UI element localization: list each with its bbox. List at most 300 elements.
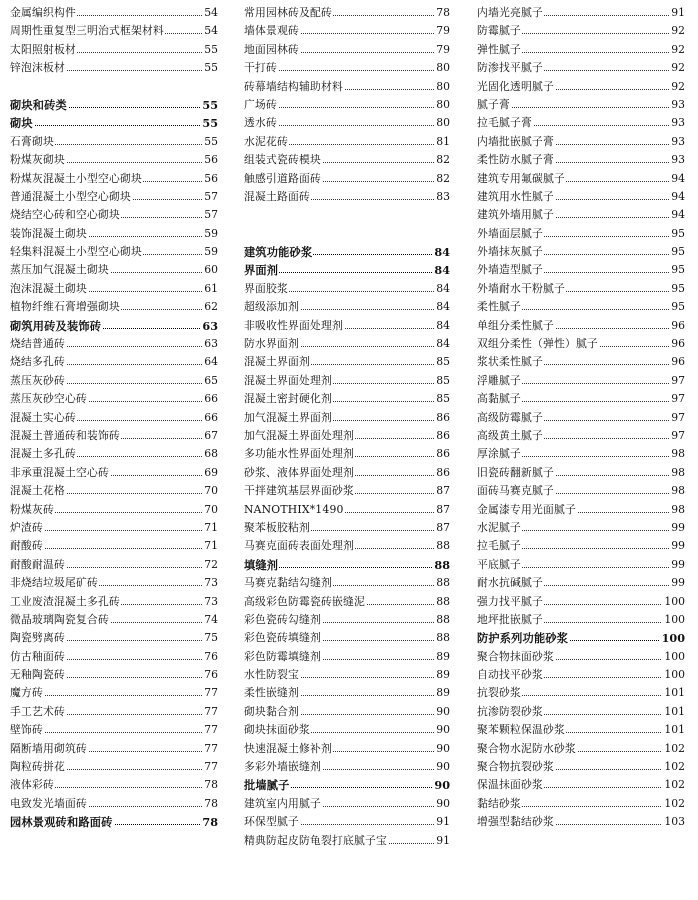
toc-entry[interactable] (477, 464, 685, 482)
toc-entry-title: 组装式瓷砖模块 (244, 153, 321, 167)
toc-entry[interactable] (10, 335, 218, 353)
toc-page-number: 89 (434, 684, 450, 702)
toc-entry[interactable] (477, 225, 685, 243)
toc-entry-title: 保温抹面砂浆 (477, 778, 543, 792)
toc-page-number: 98 (669, 482, 685, 500)
toc-entry[interactable] (244, 4, 450, 22)
toc-entry[interactable] (10, 409, 218, 427)
toc-page-number: 94 (669, 188, 685, 206)
toc-entry-title: 干打砖 (244, 61, 277, 75)
toc-entry[interactable] (244, 133, 450, 151)
toc-entry[interactable] (477, 593, 685, 611)
toc-page-number: 55 (200, 96, 218, 114)
toc-page-number: 64 (202, 353, 218, 371)
toc-column-2 (244, 4, 450, 850)
toc-entry[interactable] (244, 648, 450, 666)
toc-page-number: 98 (669, 445, 685, 463)
toc-entry-title: 聚合物水泥防水砂浆 (477, 741, 576, 755)
toc-entry-title: 粉煤灰混凝土小型空心砌块 (10, 171, 142, 185)
toc-page-number: 73 (202, 574, 218, 592)
toc-entry[interactable] (10, 243, 218, 261)
toc-entry-title: 耐水抗碱腻子 (477, 576, 543, 590)
toc-page-number: 86 (434, 409, 450, 427)
toc-entry[interactable] (477, 519, 685, 537)
toc-entry[interactable] (10, 537, 218, 555)
toc-entry[interactable] (244, 721, 450, 739)
toc-entry[interactable] (10, 445, 218, 463)
toc-entry[interactable] (244, 666, 450, 684)
toc-entry-title: 陶瓷劈离砖 (10, 631, 65, 645)
toc-entry[interactable] (10, 372, 218, 390)
toc-entry[interactable] (244, 353, 450, 371)
toc-page-number: 56 (202, 170, 218, 188)
toc-entry[interactable] (477, 445, 685, 463)
toc-entry[interactable] (10, 188, 218, 206)
toc-entry[interactable] (10, 225, 218, 243)
toc-entry-title: 太阳照射板材 (10, 42, 76, 56)
toc-entry[interactable] (10, 648, 218, 666)
toc-page-number: 88 (434, 629, 450, 647)
toc-page-number: 84 (432, 261, 450, 279)
toc-entry[interactable] (477, 96, 685, 114)
toc-entry[interactable] (10, 703, 218, 721)
toc-spacer (10, 78, 218, 96)
toc-entry[interactable] (244, 832, 450, 850)
toc-entry[interactable] (10, 41, 218, 59)
toc-entry[interactable] (244, 427, 450, 445)
toc-page-number: 76 (202, 666, 218, 684)
toc-entry[interactable] (244, 372, 450, 390)
toc-entry-title: 混凝土路面砖 (244, 189, 310, 203)
toc-entry[interactable] (477, 684, 685, 702)
toc-entry[interactable] (244, 170, 450, 188)
toc-entry[interactable] (477, 537, 685, 555)
toc-page-number: 88 (434, 611, 450, 629)
toc-page-number: 80 (434, 114, 450, 132)
toc-page-number: 101 (662, 721, 685, 739)
toc-page-number: 84 (434, 335, 450, 353)
toc-entry-title: 内墙光亮腻子 (477, 6, 543, 19)
toc-page-number: 74 (202, 611, 218, 629)
toc-entry-title: 单组分柔性腻子 (477, 318, 554, 332)
toc-entry[interactable] (244, 574, 450, 592)
toc-page-number: 100 (662, 611, 685, 629)
toc-entry-title: 抗裂砂浆 (477, 686, 521, 700)
toc-entry[interactable] (477, 280, 685, 298)
toc-page-number: 60 (202, 261, 218, 279)
toc-page-number: 100 (662, 666, 685, 684)
toc-entry-title: 平底腻子 (477, 557, 521, 571)
toc-page-number: 97 (669, 372, 685, 390)
toc-entry[interactable] (477, 795, 685, 813)
toc-page-number: 80 (434, 78, 450, 96)
toc-entry-title: 彩色防霉填缝剂 (244, 649, 321, 663)
toc-entry-title: 砌筑用砖及装饰砖 (10, 318, 102, 333)
toc-entry-title: 蒸压灰砂砖 (10, 373, 65, 387)
toc-entry-title: 拉毛腻子 (477, 539, 521, 553)
toc-section-heading[interactable] (477, 629, 685, 647)
toc-entry[interactable] (244, 188, 450, 206)
toc-column-3 (477, 4, 685, 832)
toc-entry[interactable] (10, 556, 218, 574)
toc-entry[interactable] (244, 482, 450, 500)
toc-entry[interactable] (244, 41, 450, 59)
toc-page-number: 85 (434, 353, 450, 371)
toc-entry[interactable] (10, 353, 218, 371)
toc-entry[interactable] (10, 59, 218, 77)
toc-entry[interactable] (477, 758, 685, 776)
toc-page-number: 96 (669, 353, 685, 371)
toc-page-number: 54 (202, 4, 218, 22)
toc-page-number: 86 (434, 445, 450, 463)
toc-entry-title: 马赛克面砖表面处理剂 (244, 539, 354, 553)
toc-entry-title: 仿古釉面砖 (10, 649, 65, 663)
toc-entry-title: 高级黄土腻子 (477, 428, 543, 442)
toc-entry[interactable] (477, 427, 685, 445)
toc-entry-title: 粉煤灰砌块 (10, 153, 65, 167)
toc-page-number: 63 (202, 335, 218, 353)
toc-page-number: 95 (669, 298, 685, 316)
toc-entry-title: 墙体景观砖 (244, 24, 299, 38)
toc-entry[interactable] (477, 59, 685, 77)
toc-entry-title: 蒸压加气混凝土砌块 (10, 263, 109, 277)
toc-entry-title: 双组分柔性（弹性）腻子 (477, 337, 598, 351)
toc-entry[interactable] (10, 133, 218, 151)
toc-page-number: 72 (202, 556, 218, 574)
toc-page-number: 88 (434, 537, 450, 555)
toc-page-number: 63 (200, 317, 218, 335)
toc-page-number: 83 (434, 188, 450, 206)
toc-entry[interactable] (10, 721, 218, 739)
toc-entry[interactable] (244, 464, 450, 482)
toc-page-number: 55 (202, 133, 218, 151)
toc-entry[interactable] (244, 758, 450, 776)
toc-entry-title: 工业废渣混凝土多孔砖 (10, 594, 120, 608)
toc-entry-title: 烧结普通砖 (10, 337, 65, 351)
toc-section-heading[interactable] (10, 813, 218, 831)
toc-entry[interactable] (477, 372, 685, 390)
toc-entry-title: 砌块黏合剂 (244, 704, 299, 718)
toc-entry[interactable] (10, 758, 218, 776)
toc-entry[interactable] (477, 133, 685, 151)
toc-entry[interactable] (244, 59, 450, 77)
toc-entry[interactable] (477, 574, 685, 592)
toc-page-number: 89 (434, 648, 450, 666)
toc-page-number: 87 (434, 482, 450, 500)
toc-entry[interactable] (244, 445, 450, 463)
toc-page-number: 78 (202, 795, 218, 813)
toc-page-number: 82 (434, 170, 450, 188)
toc-entry-title: 浆状柔性腻子 (477, 355, 543, 369)
toc-entry[interactable] (244, 317, 450, 335)
toc-spacer (244, 225, 450, 243)
toc-entry-title: 彩色瓷砖填缝剂 (244, 631, 321, 645)
toc-entry[interactable] (244, 501, 450, 519)
toc-entry[interactable] (244, 537, 450, 555)
toc-column-1 (10, 4, 218, 832)
toc-entry-title: 加气混凝土界面处理剂 (244, 428, 354, 442)
toc-entry-title: 黏结砂浆 (477, 796, 521, 810)
toc-entry-title: 内墙批嵌腻子膏 (477, 134, 554, 148)
toc-entry[interactable] (477, 317, 685, 335)
toc-page-number: 100 (662, 593, 685, 611)
toc-entry[interactable] (244, 519, 450, 537)
toc-page-number: 90 (434, 740, 450, 758)
toc-page-number: 91 (669, 4, 685, 22)
toc-entry-title: 界面胶浆 (244, 281, 288, 295)
toc-page-number: 70 (202, 482, 218, 500)
toc-page-number: 61 (202, 280, 218, 298)
toc-entry[interactable] (477, 666, 685, 684)
toc-entry[interactable] (244, 740, 450, 758)
toc-page-number: 95 (669, 243, 685, 261)
toc-entry[interactable] (244, 409, 450, 427)
toc-entry-title: 植物纤维石膏增强砌块 (10, 300, 120, 314)
toc-entry-title: 聚苯板胶粘剂 (244, 520, 310, 534)
toc-entry[interactable] (10, 740, 218, 758)
toc-entry-title: 柔性嵌缝剂 (244, 686, 299, 700)
toc-section-heading[interactable] (10, 96, 218, 114)
toc-entry-title: 隔断墙用砌筑砖 (10, 741, 87, 755)
toc-entry[interactable] (10, 151, 218, 169)
toc-entry[interactable] (244, 280, 450, 298)
toc-page-number: 59 (202, 225, 218, 243)
toc-entry-title: 外墙面层腻子 (477, 226, 543, 240)
toc-entry[interactable] (10, 593, 218, 611)
toc-entry-title: 壁饰砖 (10, 723, 43, 737)
toc-entry[interactable] (244, 96, 450, 114)
toc-entry[interactable] (244, 629, 450, 647)
toc-entry-title: 锌泡沫板材 (10, 61, 65, 75)
toc-entry[interactable] (477, 114, 685, 132)
toc-entry-title: 混凝土普通砖和装饰砖 (10, 428, 120, 442)
toc-entry[interactable] (477, 188, 685, 206)
toc-page-number: 84 (432, 243, 450, 261)
toc-page-number: 56 (202, 151, 218, 169)
toc-entry-title: 建筑专用氟碳腻子 (477, 171, 565, 185)
toc-entry-title: 砌块和砖类 (10, 97, 67, 112)
toc-entry[interactable] (477, 298, 685, 316)
toc-entry-title: 高黏腻子 (477, 392, 521, 406)
toc-page-number: 90 (434, 758, 450, 776)
toc-page-number: 79 (434, 41, 450, 59)
toc-page-number: 82 (434, 151, 450, 169)
toc-entry[interactable] (10, 629, 218, 647)
toc-entry[interactable] (477, 353, 685, 371)
toc-page-number: 93 (669, 133, 685, 151)
toc-entry[interactable] (10, 611, 218, 629)
toc-entry-title: 聚苯颗粒保温砂浆 (477, 723, 565, 737)
toc-entry[interactable] (477, 4, 685, 22)
toc-entry[interactable] (477, 78, 685, 96)
toc-entry-title: 旧瓷砖翻新腻子 (477, 465, 554, 479)
toc-page-number: 86 (434, 427, 450, 445)
toc-entry-title: 厚涂腻子 (477, 447, 521, 461)
toc-entry[interactable] (477, 501, 685, 519)
toc-page-number: 92 (669, 22, 685, 40)
toc-entry[interactable] (10, 776, 218, 794)
toc-entry-title: 砌块 (10, 116, 33, 131)
toc-page-number: 101 (662, 684, 685, 702)
toc-entry[interactable] (477, 261, 685, 279)
toc-entry-title: 金属编织构件 (10, 6, 76, 19)
toc-entry-title: 外墙耐水干粉腻子 (477, 281, 565, 295)
toc-entry-title: 非承重混凝土空心砖 (10, 465, 109, 479)
toc-entry[interactable] (477, 776, 685, 794)
toc-entry[interactable] (10, 666, 218, 684)
toc-entry[interactable] (244, 114, 450, 132)
toc-entry[interactable] (10, 261, 218, 279)
toc-entry[interactable] (477, 740, 685, 758)
toc-entry-title: 液体彩砖 (10, 778, 54, 792)
toc-page-number: 88 (432, 556, 450, 574)
toc-entry-title: 石膏砌块 (10, 134, 54, 148)
toc-entry[interactable] (477, 813, 685, 831)
toc-entry-title: 地坪批嵌腻子 (477, 612, 543, 626)
toc-entry[interactable] (244, 298, 450, 316)
toc-page-number: 77 (202, 721, 218, 739)
toc-entry[interactable] (10, 280, 218, 298)
toc-entry-title: 浮雕腻子 (477, 373, 521, 387)
toc-section-heading[interactable] (244, 261, 450, 279)
toc-entry[interactable] (477, 721, 685, 739)
toc-entry-title: 建筑功能砂浆 (244, 245, 313, 260)
toc-entry-title: 填缝剂 (244, 557, 279, 572)
toc-entry[interactable] (244, 78, 450, 96)
toc-page-number: 89 (434, 666, 450, 684)
toc-entry-title: 非吸收性界面处理剂 (244, 318, 343, 332)
toc-entry[interactable] (477, 556, 685, 574)
toc-entry-title: 多彩外墙嵌缝剂 (244, 760, 321, 774)
toc-entry[interactable] (244, 795, 450, 813)
toc-entry[interactable] (477, 390, 685, 408)
toc-entry[interactable] (10, 684, 218, 702)
toc-entry[interactable] (477, 22, 685, 40)
toc-entry[interactable] (10, 501, 218, 519)
toc-page-number: 98 (669, 501, 685, 519)
toc-section-heading[interactable] (10, 317, 218, 335)
toc-section-heading[interactable] (10, 114, 218, 132)
toc-entry-title: 防渗找平腻子 (477, 61, 543, 75)
toc-entry[interactable] (10, 206, 218, 224)
toc-entry-title: 外墙抹灰腻子 (477, 245, 543, 259)
toc-entry[interactable] (10, 519, 218, 537)
toc-entry-title: 耐酸砖 (10, 539, 43, 553)
toc-section-heading[interactable] (244, 243, 450, 261)
toc-entry[interactable] (10, 574, 218, 592)
toc-page-number: 69 (202, 464, 218, 482)
toc-entry-title: 烧结多孔砖 (10, 355, 65, 369)
toc-entry[interactable] (477, 409, 685, 427)
toc-entry-title: 环保型腻子 (244, 815, 299, 829)
toc-entry[interactable] (244, 703, 450, 721)
toc-entry-title: 外墙造型腻子 (477, 263, 543, 277)
toc-entry-title: 高级彩色防霉瓷砖嵌缝泥 (244, 594, 365, 608)
toc-entry[interactable] (10, 4, 218, 22)
toc-page-number: 96 (669, 317, 685, 335)
toc-entry[interactable] (10, 298, 218, 316)
toc-entry[interactable] (477, 335, 685, 353)
toc-entry[interactable] (10, 795, 218, 813)
toc-entry-title: 耐酸耐温砖 (10, 557, 65, 571)
toc-entry-title: 混凝土界面剂 (244, 355, 310, 369)
toc-entry-title: 强力找平腻子 (477, 594, 543, 608)
toc-page-number: 78 (434, 4, 450, 22)
toc-entry-title: 自动找平砂浆 (477, 668, 543, 682)
toc-page-number: 84 (434, 317, 450, 335)
toc-page-number: 100 (660, 629, 685, 647)
toc-entry-title: 装饰混凝土砌块 (10, 226, 87, 240)
toc-section-heading[interactable] (244, 776, 450, 794)
toc-section-heading[interactable] (244, 556, 450, 574)
toc-entry[interactable] (477, 41, 685, 59)
toc-entry-title: 防护系列功能砂浆 (477, 631, 569, 646)
toc-entry-title: 混凝土密封硬化剂 (244, 392, 332, 406)
toc-entry-title: 砂浆、液体界面处理剂 (244, 465, 354, 479)
toc-page-number: 55 (202, 41, 218, 59)
toc-entry[interactable] (477, 206, 685, 224)
toc-entry[interactable] (10, 482, 218, 500)
toc-entry-title: 界面剂 (244, 263, 279, 278)
toc-entry-title: 高级防霉腻子 (477, 410, 543, 424)
toc-entry[interactable] (10, 170, 218, 188)
toc-page-number: 90 (434, 703, 450, 721)
toc-entry-title: 粉煤灰砖 (10, 502, 54, 516)
toc-entry[interactable] (244, 335, 450, 353)
toc-page-number: 101 (662, 703, 685, 721)
toc-entry[interactable] (477, 648, 685, 666)
toc-entry[interactable] (477, 703, 685, 721)
toc-page-number: 67 (202, 427, 218, 445)
toc-entry[interactable] (244, 390, 450, 408)
toc-entry-title: 建筑外墙用腻子 (477, 208, 554, 222)
toc-entry[interactable] (477, 243, 685, 261)
toc-entry-title: 魔方砖 (10, 686, 43, 700)
toc-entry[interactable] (10, 390, 218, 408)
toc-entry[interactable] (10, 427, 218, 445)
toc-entry[interactable] (244, 813, 450, 831)
toc-page-number: 70 (202, 501, 218, 519)
toc-page-number: 80 (434, 59, 450, 77)
toc-entry-title: 马赛克黏结勾缝剂 (244, 576, 332, 590)
toc-entry-title: 轻集料混凝土小型空心砌块 (10, 245, 142, 259)
toc-entry[interactable] (477, 170, 685, 188)
toc-entry[interactable] (477, 611, 685, 629)
toc-page-number: 88 (434, 574, 450, 592)
toc-page-number: 93 (669, 96, 685, 114)
toc-page-number: 57 (202, 206, 218, 224)
toc-page-number: 87 (434, 519, 450, 537)
toc-page-number: 71 (202, 519, 218, 537)
toc-entry[interactable] (244, 611, 450, 629)
toc-entry[interactable] (244, 684, 450, 702)
toc-entry[interactable] (244, 593, 450, 611)
toc-page-number: 55 (200, 114, 218, 132)
toc-entry[interactable] (10, 464, 218, 482)
toc-page-number: 96 (669, 335, 685, 353)
toc-entry[interactable] (244, 22, 450, 40)
toc-entry[interactable] (244, 151, 450, 169)
toc-entry-title: 混凝土实心砖 (10, 410, 76, 424)
toc-entry[interactable] (477, 151, 685, 169)
toc-page-number: 102 (662, 740, 685, 758)
toc-entry-title: 弹性腻子 (477, 42, 521, 56)
toc-entry[interactable] (10, 22, 218, 40)
toc-page-number: 92 (669, 41, 685, 59)
toc-entry-title: 混凝土多孔砖 (10, 447, 76, 461)
toc-entry[interactable] (477, 482, 685, 500)
toc-page-number: 78 (202, 776, 218, 794)
